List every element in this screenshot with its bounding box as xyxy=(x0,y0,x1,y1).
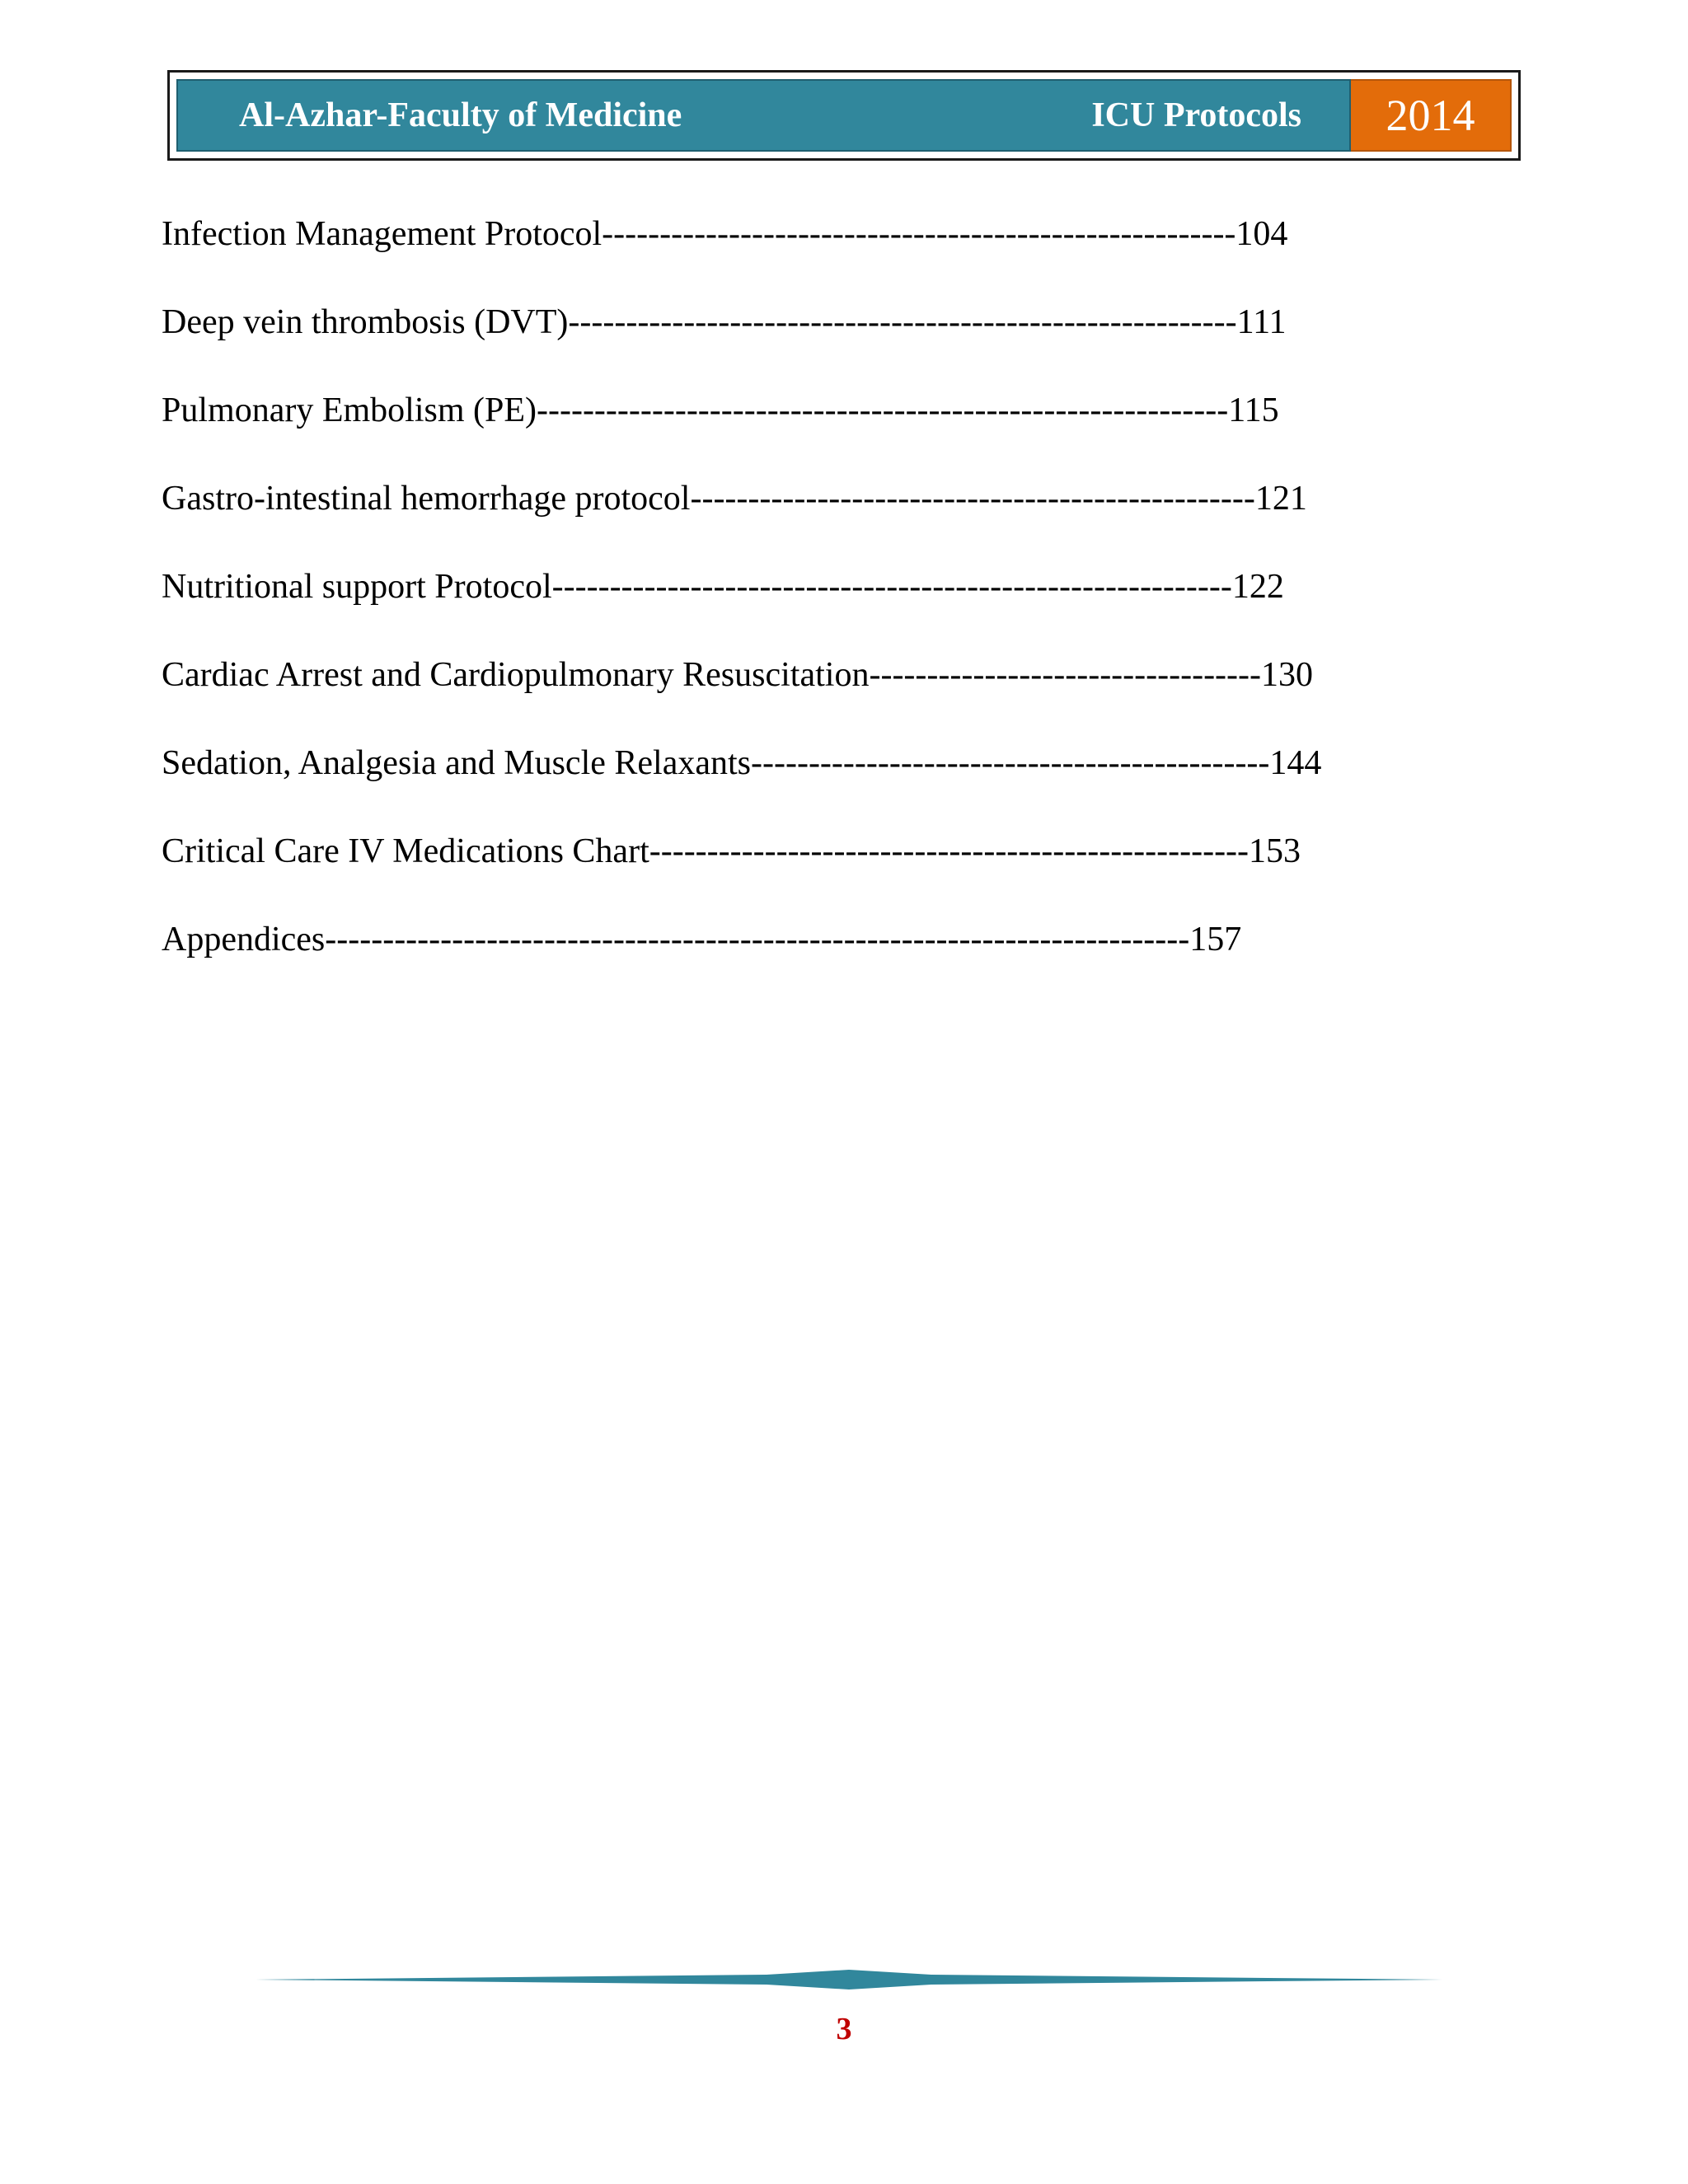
toc-entry[interactable] xyxy=(162,366,1480,454)
toc-entry-page: 130 xyxy=(1261,655,1314,694)
toc-entry-page: 153 xyxy=(1249,832,1301,870)
toc-entry[interactable] xyxy=(162,454,1480,542)
toc-entry-title: Infection Management Protocol xyxy=(162,214,603,253)
toc-leader: ---------------------------------- xyxy=(869,655,1262,694)
toc-entry-page: 121 xyxy=(1254,479,1307,518)
toc-entry[interactable] xyxy=(162,542,1480,630)
toc-entry-title: Pulmonary Embolism (PE) xyxy=(162,391,537,429)
toc-entry[interactable] xyxy=(162,190,1480,278)
page-header xyxy=(167,70,1521,161)
toc-entry-page: 104 xyxy=(1236,214,1288,253)
toc-entry-title: Appendices xyxy=(162,920,326,958)
toc-leader: ---------------------------------------------------------- xyxy=(568,302,1237,341)
toc-leader: ------------------------------------------------------- xyxy=(602,214,1236,253)
toc-leader: --------------------------------------------------------------------------- xyxy=(325,920,1190,958)
toc-leader: ---------------------------------------------------- xyxy=(649,832,1250,870)
toc-entry[interactable] xyxy=(162,719,1480,807)
toc-entry-page: 115 xyxy=(1228,391,1279,429)
toc-entry-title: Gastro-intestinal hemorrhage protocol xyxy=(162,479,691,518)
toc-leader: ------------------------------------------------- xyxy=(690,479,1255,518)
toc-entry-page: 122 xyxy=(1231,567,1284,606)
header-bar xyxy=(176,79,1512,152)
toc-entry[interactable] xyxy=(162,630,1480,719)
toc-entry-title: Nutritional support Protocol xyxy=(162,567,552,606)
toc-entry-title: Cardiac Arrest and Cardiopulmonary Resuscitation xyxy=(162,655,870,694)
header-teal-band xyxy=(176,79,1351,152)
toc-entry[interactable] xyxy=(162,895,1480,983)
header-year: 2014 xyxy=(1351,79,1512,152)
toc-entry-title: Sedation, Analgesia and Muscle Relaxants xyxy=(162,743,752,782)
header-title: ICU Protocols xyxy=(1091,96,1301,134)
toc-entry-page: 111 xyxy=(1236,302,1287,341)
toc-leader: ----------------------------------------------------------- xyxy=(551,567,1232,606)
header-institution: Al-Azhar-Faculty of Medicine xyxy=(239,96,682,134)
toc-entry-page: 157 xyxy=(1189,920,1242,958)
toc-entry-page: 144 xyxy=(1269,743,1322,782)
toc-leader: ------------------------------------------------------------ xyxy=(537,391,1229,429)
table-of-contents xyxy=(162,190,1480,983)
toc-leader: --------------------------------------------- xyxy=(751,743,1270,782)
page-number: 3 xyxy=(836,2012,852,2046)
footer-divider xyxy=(256,1970,1442,1990)
toc-entry[interactable] xyxy=(162,278,1480,366)
toc-entry[interactable] xyxy=(162,807,1480,895)
toc-entry-title: Deep vein thrombosis (DVT) xyxy=(162,302,569,341)
toc-entry-title: Critical Care IV Medications Chart xyxy=(162,832,649,870)
